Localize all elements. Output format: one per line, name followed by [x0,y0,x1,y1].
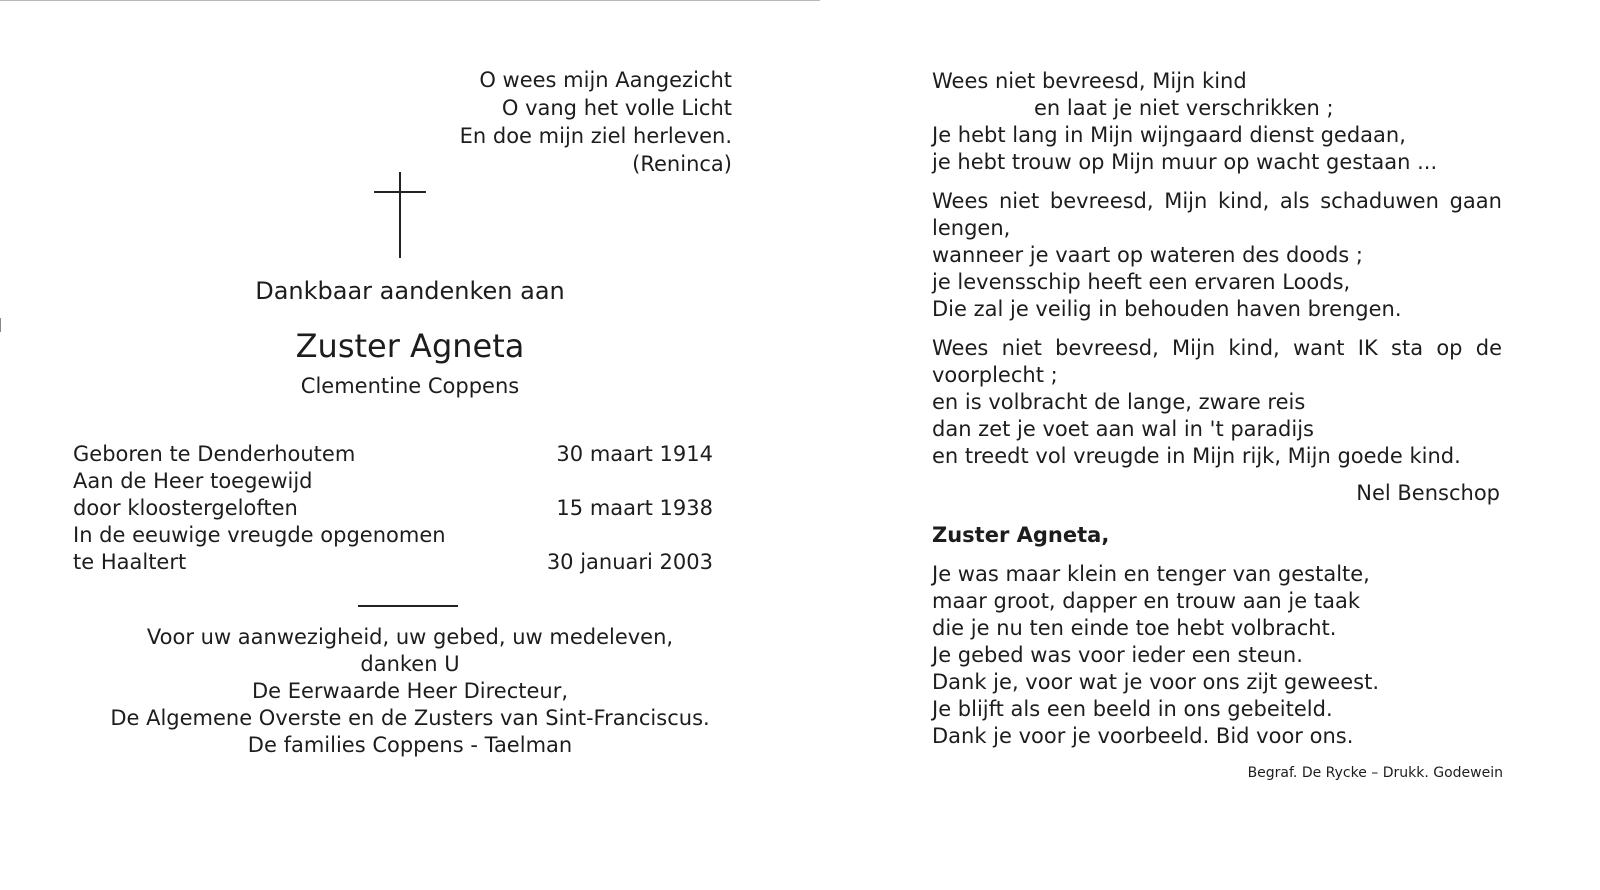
tribute-line: maar groot, dapper en trouw aan je taak [932,589,1360,613]
poem-stanza-3 [932,335,1502,470]
poem-line: lengen, [932,216,1011,240]
quote-line: O vang het volle Licht [501,96,732,120]
event-date: 30 januari 2003 [546,550,713,574]
poem-line: en is volbracht de lange, zware reis [932,390,1306,414]
poem-word: sta [1391,336,1424,360]
poem-justified-line [932,188,1502,215]
tribute-line: Je gebed was voor ieder een steun. [932,643,1303,667]
poem-word: bevreesd, [1049,189,1154,213]
poem-word: schaduwen [1320,189,1439,213]
poem-author: Nel Benschop [1356,481,1500,505]
event-text: te Haaltert [73,550,187,574]
poem-line: dan zet je voet aan wal in 't paradijs [932,417,1314,441]
thanks-line: danken U [360,652,460,676]
life-events [73,441,713,576]
poem-line: wanneer je vaart op wateren des doods ; [932,243,1363,267]
poem-word: kind, [1217,189,1270,213]
poem-word: op [1436,336,1463,360]
tribute-line: Dank je, voor wat je voor ons zijt geweest. [932,670,1380,694]
poem [932,68,1502,482]
poem-word: niet [998,189,1040,213]
poem-justified-line [932,335,1502,362]
poem-word: Wees [932,336,989,360]
poem-word: want [1292,336,1345,360]
printer-credit: Begraf. De Rycke – Drukk. Godewein [1247,765,1503,781]
thanks-line: Voor uw aanwezigheid, uw gebed, uw medeleven, [146,625,674,649]
dedication-heading: Dankbaar aandenken aan [255,277,565,305]
tribute-line: die je nu ten einde toe hebt volbracht. [932,616,1337,640]
event-text: In de eeuwige vreugde opgenomen [73,523,446,547]
poem-word: Mijn [1172,336,1216,360]
life-event-row [73,522,713,549]
quote-attribution: (Reninca) [632,152,732,176]
poem-line: en treedt vol vreugde in Mijn rijk, Mijn goede kind. [932,444,1461,468]
poem-word: als [1279,189,1310,213]
poem-word: gaan [1449,189,1502,213]
cross-icon [374,172,426,258]
left-edge-mark [0,318,1,332]
poem-line: voorplecht ; [932,363,1058,387]
tribute-text [932,561,1379,750]
poem-line: je levensschip heeft een ervaren Loods, [932,270,1351,294]
tribute-line: Je was maar klein en tenger van gestalte, [932,562,1370,586]
event-date: 30 maart 1914 [556,442,713,466]
tribute-title: Zuster Agneta, [932,523,1110,547]
cross-vertical-bar [399,172,401,258]
event-text: Geboren te Denderhoutem [73,442,356,466]
quote-line: En doe mijn ziel herleven. [459,124,732,148]
tribute-line: Dank je voor je voorbeeld. Bid voor ons. [932,724,1354,748]
poem-word: IK [1357,336,1378,360]
tribute-line: Je blijft als een beeld in ons gebeiteld. [932,697,1333,721]
event-text: Aan de Heer toegewijd [73,469,313,493]
cross-horizontal-bar [374,191,426,193]
section-divider [358,605,458,607]
thanks-line: De Algemene Overste en de Zusters van Sint-Franciscus. [110,706,710,730]
poem-line: en laat je niet verschrikken ; [1034,96,1334,120]
top-edge-line [0,0,820,1]
life-event-row [73,441,713,468]
poem-word: bevreesd, [1055,336,1159,360]
event-text: door kloostergeloften [73,496,298,520]
poem-word: niet [1001,336,1042,360]
poem-word: Mijn [1164,189,1208,213]
event-date: 15 maart 1938 [556,496,713,520]
opening-quote [312,66,732,178]
poem-line: je hebt trouw op Mijn muur op wacht gestaan ... [932,150,1438,174]
thanks-line: De Eerwaarde Heer Directeur, [251,679,569,703]
deceased-name: Zuster Agneta [295,327,525,365]
quote-line: O wees mijn Aangezicht [479,68,732,92]
birth-name: Clementine Coppens [300,374,520,398]
poem-stanza-2 [932,188,1502,323]
thanks-section [60,624,760,759]
life-event-row [73,549,713,576]
poem-line: Die zal je veilig in behouden haven brengen. [932,297,1402,321]
poem-word: de [1475,336,1502,360]
life-event-row [73,468,713,495]
poem-stanza-1 [932,68,1502,176]
poem-word: Wees [932,189,989,213]
thanks-line: De families Coppens - Taelman [247,733,573,757]
poem-line: Je hebt lang in Mijn wijngaard dienst gedaan, [932,123,1406,147]
poem-line: Wees niet bevreesd, Mijn kind [932,69,1247,93]
poem-word: kind, [1228,336,1280,360]
life-event-row [73,495,713,522]
